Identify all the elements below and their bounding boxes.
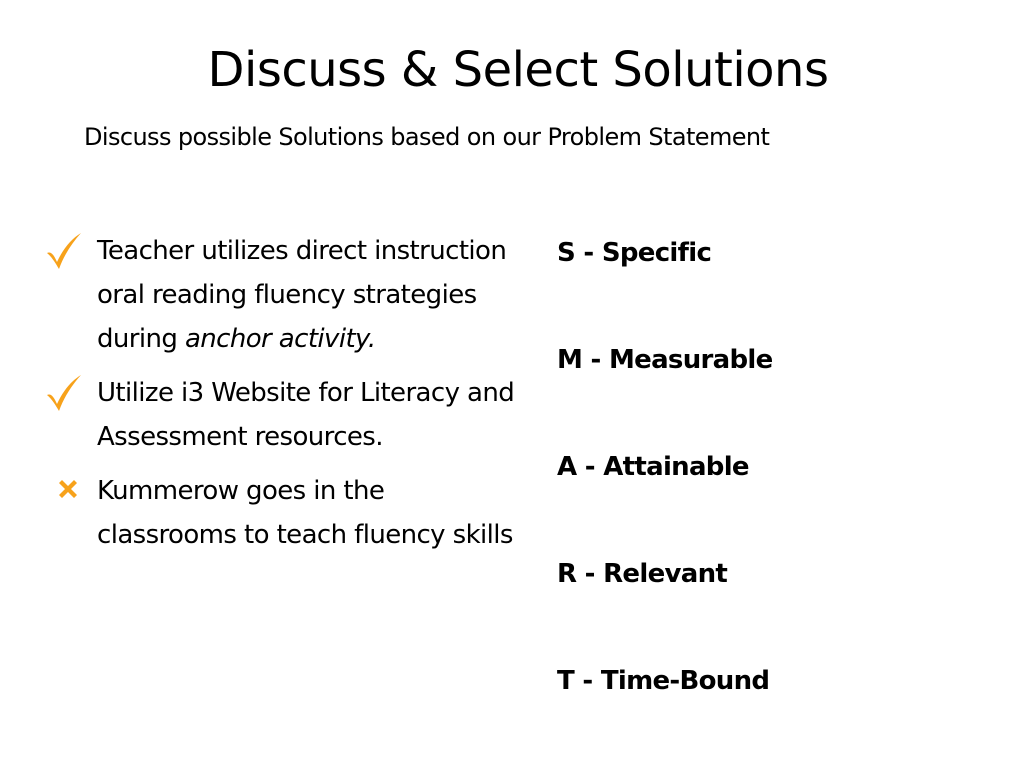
smart-item-time-bound: T - Time-Bound <box>557 666 770 696</box>
solution-item <box>44 371 524 459</box>
slide-subtitle: Discuss possible Solutions based on our Problem Statement <box>84 123 770 151</box>
solutions-list <box>44 229 524 567</box>
smart-item-measurable: M - Measurable <box>557 345 773 375</box>
smart-criteria-list <box>557 230 977 765</box>
cross-icon <box>56 477 80 501</box>
solution-text: Teacher utilizes direct instruction oral reading fluency strategies during <box>97 236 507 354</box>
check-icon <box>44 373 84 413</box>
solution-item <box>44 469 524 557</box>
solution-text: Utilize i3 Website for Literacy and Assessment resources. <box>97 378 515 452</box>
check-icon <box>44 231 84 271</box>
smart-item-relevant: R - Relevant <box>557 559 728 589</box>
smart-item-attainable: A - Attainable <box>557 452 749 482</box>
solution-emphasis: anchor activity. <box>184 324 376 354</box>
smart-item-specific: S - Specific <box>557 238 712 268</box>
solution-item <box>44 229 524 361</box>
slide-title: Discuss & Select Solutions <box>207 42 829 98</box>
solution-text: Kummerow goes in the classrooms to teach fluency skills <box>97 476 513 550</box>
